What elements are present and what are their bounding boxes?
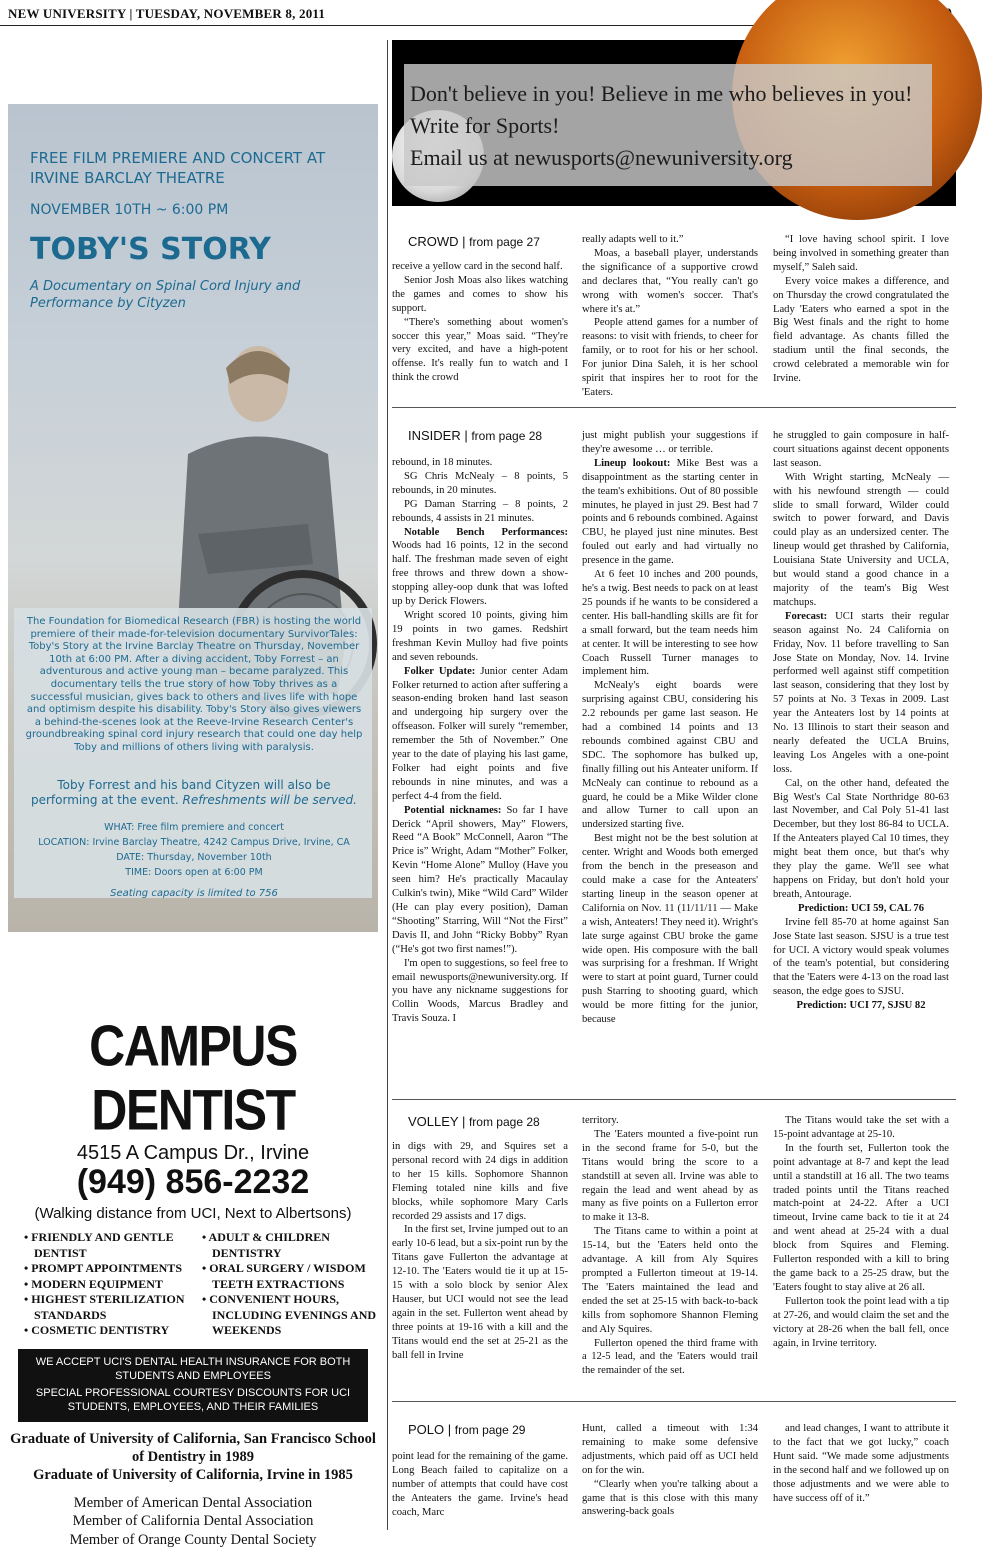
- paragraph: really adapts well to it.”: [582, 233, 758, 247]
- ad-seating: Seating capacity is limited to 756: [24, 888, 364, 899]
- dentist-insurance-box: WE ACCEPT UCI'S DENTAL HEALTH INSURANCE FOR BOTH STUDENTS AND EMPLOYEES SPECIAL PROFESSIONAL COURTESY DISCOUNTS FOR UCI STUDENTS, EMPLOYEES, AND THEIR FAMILIES: [18, 1349, 368, 1422]
- masthead-date: NEW UNIVERSITY | TUESDAY, NOVEMBER 8, 2011: [8, 6, 325, 22]
- dentist-walking: (Walking distance from UCI, Next to Albertsons): [8, 1204, 378, 1224]
- paragraph: Senior Josh Moas also likes watching the games and comes to show his support.: [392, 274, 568, 316]
- paragraph: Forecast: UCI starts their regular season against No. 24 California on Friday, Nov. 11 before travelling to San Jose State on Monday, Nov. 14. Irvine performed well against stiff competition last season, considering that they lost by 57 points at No. 3 Texas in 2009. Last year the Anteaters lost by 14 points at No. 13 Illinois to start their season and nearly defeated the UCLA Bruins, leaving Los Angeles with a one-point loss.: [773, 610, 949, 777]
- paragraph: Moas, a baseball player, understands the significance of a supportive crowd and declares that, “You really can't go wrong with women's soccer. That's where it's at.”: [582, 247, 758, 317]
- paragraph: Folker Update: Junior center Adam Folker returned to action after suffering a season-ending broken hand last season and undergoing hip surgery over the offseason. Folker will surely “remember, remember the 5th of November.” One year to the date of playing his last game, Folker had eight points and five rebounds in nine minutes, and was a perfect 4-4 from the field.: [392, 665, 568, 804]
- paragraph: receive a yellow card in the second half.: [392, 260, 568, 274]
- service-item: • COSMETIC DENTISTRY: [22, 1323, 200, 1339]
- paragraph: PG Daman Starring – 8 points, 2 rebounds, 4 assists in 21 minutes.: [392, 498, 568, 526]
- banner-text: Don't believe in you! Believe in me who believes in you! Write for Sports! Email us at newusports@newuniversity.org: [410, 78, 930, 174]
- paragraph: Cal, on the other hand, defeated the Big West's Cal State Northridge 80-63 last November, and Cal Poly 51-41 last December, but they lost 86-84 to UCLA. If the Anteaters played Cal 10 times, they might beat them once, but that's why they play the game. We'll see what happens on Friday, but don't hold your breath, Antourage.: [773, 777, 949, 902]
- service-item: • ADULT & CHILDREN DENTISTRY: [200, 1230, 378, 1261]
- volley-jump-story: [392, 1104, 956, 1402]
- article-column: [392, 1140, 568, 1363]
- paragraph: and lead changes, I want to attribute it to the fact that we got lucky,” coach Hunt said. “We made some adjustments in the second half and we followed up on those adjustments and we were able to have success off of it.”: [773, 1422, 949, 1505]
- paragraph: In the fourth set, Fullerton took the point advantage at 8-7 and kept the lead until a standstill at 16 all. The two teams traded points until the Titans reached match-point at 24-22. After a UCI timeout, Irvine came back to tie it at 24 and went ahead at 25-24 with a dual block from Squires and Fleming. Fullerton responded with a kill to bring the game back to a 25-25 draw, but the 'Eaters fought to stay alive at 26 all.: [773, 1142, 949, 1295]
- paragraph: SG Chris McNealy – 8 points, 5 rebounds, in 20 minutes.: [392, 470, 568, 498]
- article-column: [582, 1114, 758, 1378]
- article-column: [392, 1450, 568, 1520]
- paragraph: Fullerton took the point lead with a tip at 27-26, and would claim the set and the victory at 28-26 when the ball fell, once again, in Irvine territory.: [773, 1295, 949, 1351]
- article-column: [582, 233, 758, 400]
- paragraph: “I love having school spirit. I love being involved in something greater than myself,” Saleh said.: [773, 233, 949, 275]
- service-item: • ORAL SURGERY / WISDOM TEETH EXTRACTIONS: [200, 1261, 378, 1292]
- campus-dentist-ad: [8, 1016, 378, 1496]
- dentist-memberships: Member of American Dental Association Member of California Dental Association Member of Orange County Dental Society: [8, 1494, 378, 1549]
- article-column: [582, 1422, 758, 1519]
- ad-subtitle: A Documentary on Spinal Cord Injury and Performance by Cityzen: [30, 278, 310, 312]
- paragraph: I'm open to suggestions, so feel free to email newusports@newuniversity.org. If you have any nickname suggestions for Collin Woods, Marcus Bradley and Travis Souza. I: [392, 957, 568, 1027]
- ad-date: NOVEMBER 10TH ~ 6:00 PM: [30, 202, 228, 218]
- article-column: [392, 260, 568, 385]
- paragraph: The Titans came to within a point at 15-14, but the 'Eaters held onto the advantage. A kill from Aly Squires prompted a Fullerton timeout at 19-14. The 'Eaters maintained the lead and ended the set at 25-15 with back-to-back kills from sophomore Shannon Fleming and Aly Squires.: [582, 1225, 758, 1336]
- dentist-phone: (949) 856-2232: [8, 1164, 378, 1200]
- article-column: [773, 1114, 949, 1350]
- services-right: [200, 1230, 378, 1339]
- service-item: • FRIENDLY AND GENTLE DENTIST: [22, 1230, 200, 1261]
- paragraph: The 'Eaters mounted a five-point run in the second frame for 5-0, but the Titans would bring the score to a standstill at seven all. Irvine was able to regain the lead and went ahead by as many as five points on a Fullerton error to make it 13-8.: [582, 1128, 758, 1225]
- paragraph: McNealy's eight boards were surprising against CBU, considering his 2.2 rebounds per game last season. He had a combined 14 points and 13 rebounds combined against CBU and SDC. The sophomore has bulked up, finally filling out his Anteater uniform. If McNealy can continue to rebound as a guard, he could be a Mike Wilder clone and allow Turner to call upon an undersized starting five.: [582, 679, 758, 832]
- article-column: [773, 1422, 949, 1505]
- paragraph: Irvine fell 85-70 at home against San Jose State last season. SJSU is a true test for UCI. A victory would speak volumes of the team's potential, but considering that the 'Eaters were 4-13 on the road last season, the edge goes to SJSU.: [773, 916, 949, 999]
- story-kicker: POLO | from page 29: [408, 1422, 525, 1437]
- paragraph: just might publish your suggestions if they're awesome … or terrible.: [582, 429, 758, 457]
- story-kicker: CROWD | from page 27: [408, 234, 540, 249]
- paragraph: The Titans would take the set with a 15-point advantage at 25-10.: [773, 1114, 949, 1142]
- dentist-name: CAMPUS DENTIST: [8, 1014, 378, 1143]
- paragraph: Fullerton opened the third frame with a 12-5 lead, and the 'Eaters would trail the remainder of the set.: [582, 1337, 758, 1379]
- paragraph: point lead for the remaining of the game. Long Beach failed to capitalize on a number of attempts that could have cost the Anteaters the game. Irvine's head coach, Marc: [392, 1450, 568, 1520]
- article-column: [392, 456, 568, 1026]
- paragraph: Potential nicknames: So far I have Derick “April showers, May” Flowers, Reed “A Book” McConnell, Aaron “The Price is” Wright, Adam “Mother” Folker, Kevin “Home Alone” Mulloy (Have you seen him? He's practically Macaulay Culkin's twin), Mike “Wild Card” Wilder (He can play every position), Daman “Shooting” Starring, Will “Not the First” Davis II, and John “Ricky Bobby” Ryan (“He's got two first names!”).: [392, 804, 568, 957]
- story-kicker: VOLLEY | from page 28: [408, 1114, 540, 1129]
- story-kicker: INSIDER | from page 28: [408, 428, 542, 443]
- article-column: [773, 233, 949, 386]
- write-for-sports-banner: [392, 40, 956, 206]
- paragraph: At 6 feet 10 inches and 200 pounds, he's a twig. Best needs to pack on at least 25 pounds if he wants to be considered a center. His ball-handling skills are fit for a small forward, but the team needs him at center. It will be interesting to see how Coach Russell Turner manages to implement him.: [582, 568, 758, 679]
- service-item: • CONVENIENT HOURS, INCLUDING EVENINGS AND WEEKENDS: [200, 1292, 378, 1339]
- services-left: [22, 1230, 200, 1339]
- polo-jump-story: [392, 1408, 956, 1530]
- paragraph: Prediction: UCI 59, CAL 76: [773, 902, 949, 916]
- dentist-address: 4515 A Campus Dr., Irvine: [8, 1142, 378, 1164]
- paragraph: “Clearly when you're talking about a game that is this close with this many answering-back goals: [582, 1478, 758, 1520]
- paragraph: Prediction: UCI 77, SJSU 82: [773, 999, 949, 1013]
- paragraph: Best might not be the best solution at center. Wright and Woods both emerged from the bench in the preseason and could make a case for the Anteaters' starting lineup in the season opener at California on Nov. 11 (11/11/11 — Make a wish, Anteaters! They need it). Wright's late surge against CBU broke the game wide open. His composure with the ball was surprising for a freshman. If Wright were to start at point guard, Turner could push Starring to shooting guard, which would be more fitting for the junior, because: [582, 832, 758, 1027]
- paragraph: Lineup lookout: Mike Best was a disappointment as the starting center in the team's exhibitions. Out of 80 possible minutes, he played in just 29. Best had 7 points and 6 rebounds combined. Against CBU, he played just nine minutes. Best fouled out early and had virtually no presence in the game.: [582, 457, 758, 568]
- paragraph: he struggled to gain composure in half-court situations against decent opponents last season.: [773, 429, 949, 471]
- paragraph: “There's something about women's soccer this year,” Moas said. “They're very excited, and have a high-potent offense. It's really fun to watch and I think the crowd: [392, 316, 568, 386]
- paragraph: Every voice makes a difference, and on Thursday the crowd congratulated the Lady 'Eaters who earned a spot in the Big West finals and the right to home field advantage. As chants filled the stadium until the final seconds, the crowd celebrated a memorable win for Irvine.: [773, 275, 949, 386]
- column-divider: [387, 40, 388, 1530]
- dentist-services: [22, 1230, 378, 1339]
- ad-performance: Toby Forrest and his band Cityzen will also be performing at the event. Refreshments will be served.: [24, 778, 364, 808]
- paragraph: in digs with 29, and Squires set a personal record with 24 digs in addition to her 15 kills. Sophomore Shannon Fleming totaled nine kills and five blocks, while sophomore Mary Carls recorded 29 assists and 17 digs.: [392, 1140, 568, 1223]
- service-item: • MODERN EQUIPMENT: [22, 1277, 200, 1293]
- ad-headline: FREE FILM PREMIERE AND CONCERT AT IRVINE BARCLAY THEATRE: [30, 148, 330, 188]
- paragraph: rebound, in 18 minutes.: [392, 456, 568, 470]
- paragraph: In the first set, Irvine jumped out to an early 10-6 lead, but a six-point run by the Titans gave Fullerton the advantage at 12-10. The 'Eaters would tie it up at 15-15 with a solo block by senior Alex Hauser, but UCI would not see the lead again in the set. Fullerton went ahead by three points at 19-16 with a kill and the Titans would end the set at 25-21 as the ball fell in Irvine: [392, 1223, 568, 1362]
- paragraph: With Wright starting, McNealy — with his newfound strength — could slide to small forward, Wilder could switch to power forward, and Davis could play as an undersized center. The lineup would get thrashed by California, Louisiana State University and UCLA, but would stand a good chance in a majority of the team's Big West matchups.: [773, 471, 949, 610]
- paragraph: Hunt, called a timeout with 1:34 remaining to make some defensive adjustments, which paid off as UCI held on for the win.: [582, 1422, 758, 1478]
- article-column: [582, 429, 758, 1027]
- insider-jump-story: [392, 412, 956, 1100]
- paragraph: Wright scored 10 points, giving him 19 points in two games. Redshirt freshman Kevin Mulloy had five points and seven rebounds.: [392, 609, 568, 665]
- ad-title: TOBY'S STORY: [30, 232, 271, 267]
- crowd-jump-story: [392, 218, 956, 408]
- ad-description: The Foundation for Biomedical Research (FBR) is hosting the world premiere of their made-for-television documentary SurvivorTales: Toby's Story at the Irvine Barclay Theatre on Thursday, November 10th at 6:00 PM. After a diving accident, Toby Forrest – an adventurous and active young man – became paralyzed. This documentary tells the true story of how Toby thrives as a successful musician, gives back to others and lives life with hope and optimism despite his disability. Toby's Story also gives viewers a behind-the-scenes look at the Reeve-Irvine Research Center's groundbreaking spinal cord injury research that could one day help Toby and millions of others living with paralysis.: [24, 616, 364, 755]
- ad-details: WHAT: Free film premiere and concert LOCATION: Irvine Barclay Theatre, 4242 Campus Drive, Irvine, CA DATE: Thursday, November 10th TIME: Doors open at 6:00 PM: [24, 820, 364, 880]
- article-column: [773, 429, 949, 1013]
- dentist-graduate: Graduate of University of California, San Francisco School of Dentistry in 1989 Graduate of University of California, Irvine in 1985: [8, 1430, 378, 1484]
- paragraph: People attend games for a number of reasons: to visit with friends, to cheer for family, or to root for his or her school. For junior Dina Saleh, it is her school spirit that inspires her to root for the 'Eaters.: [582, 316, 758, 399]
- film-premiere-ad: [8, 104, 378, 932]
- paragraph: territory.: [582, 1114, 758, 1128]
- paragraph: Notable Bench Performances: Woods had 16 points, 12 in the second half. The freshman made seven of eight free throws and threw down a show-stopping alley-oop dunk that was lofted up by Derick Flowers.: [392, 526, 568, 609]
- service-item: • PROMPT APPOINTMENTS: [22, 1261, 200, 1277]
- service-item: • HIGHEST STERILIZATION STANDARDS: [22, 1292, 200, 1323]
